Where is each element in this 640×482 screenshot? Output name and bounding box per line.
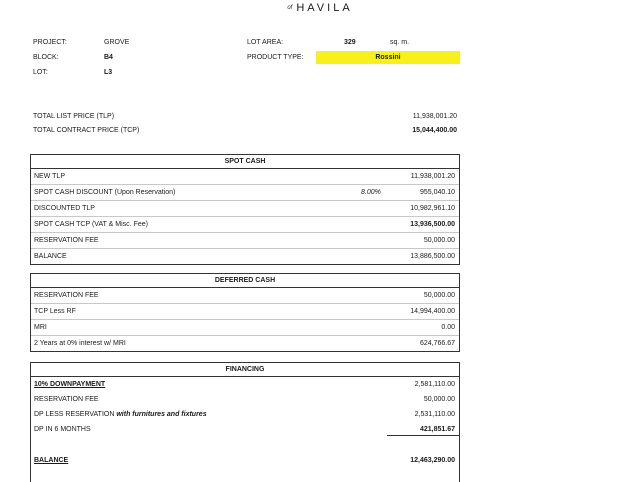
lot-label: LOT: — [33, 69, 48, 76]
row-label: BALANCE — [34, 253, 67, 260]
dp-months-value: 421,851.67 — [419, 426, 455, 433]
spot-cash-table — [30, 154, 460, 265]
spot-cash-title: SPOT CASH — [31, 155, 459, 169]
reservation-value: 50,000.00 — [423, 396, 455, 403]
row-value: 10,982,961.10 — [410, 205, 455, 212]
table-row — [31, 336, 459, 351]
row-value: 955,040.10 — [419, 189, 455, 196]
tlp-label: TOTAL LIST PRICE (TLP) — [33, 113, 115, 120]
dp-less-note: with furnitures and fixtures — [116, 411, 207, 418]
table-row — [31, 377, 459, 392]
table-row — [31, 169, 459, 185]
financing-table — [30, 362, 460, 482]
brand-prefix: of — [287, 5, 293, 12]
block-label: BLOCK: — [33, 54, 59, 61]
brand-logo — [0, 2, 640, 14]
table-row — [31, 392, 459, 407]
block-value: B4 — [104, 54, 113, 61]
product-type-label: PRODUCT TYPE: — [247, 54, 304, 61]
table-row — [31, 249, 459, 264]
table-row — [31, 233, 459, 249]
tlp-value: 11,938,001.20 — [412, 113, 457, 120]
row-value: 0.00 — [441, 324, 455, 331]
row-value: 13,886,500.00 — [410, 253, 455, 260]
table-row — [31, 320, 459, 336]
table-row — [31, 304, 459, 320]
row-label: DISCOUNTED TLP — [34, 205, 95, 212]
row-label: SPOT CASH DISCOUNT (Upon Reservation) — [34, 189, 176, 196]
tcp-label: TOTAL CONTRACT PRICE (TCP) — [33, 127, 140, 134]
lot-area-value: 329 — [344, 39, 356, 46]
row-value: 14,994,400.00 — [410, 308, 455, 315]
table-row — [31, 185, 459, 201]
row-label: MRI — [34, 324, 47, 331]
row-label: 2 Years at 0% interest w/ MRI — [34, 340, 126, 347]
table-row — [31, 453, 459, 468]
table-row — [31, 407, 459, 422]
lot-area-unit: sq. m. — [390, 39, 410, 46]
lot-area-label: LOT AREA: — [247, 39, 284, 46]
product-type-value: Rossini — [316, 51, 460, 64]
brand-name: HAVILA — [296, 2, 353, 14]
row-value: 50,000.00 — [423, 237, 455, 244]
subtotal-line — [387, 435, 459, 436]
deferred-cash-title: DEFERRED CASH — [31, 274, 459, 288]
row-label: RESERVATION FEE — [34, 292, 99, 299]
table-row — [31, 217, 459, 233]
downpayment-label: 10% DOWNPAYMENT — [34, 381, 106, 388]
dp-months-label: DP IN 6 MONTHS — [34, 426, 91, 433]
row-value: 13,936,500.00 — [410, 221, 455, 228]
balance-value: 12,463,290.00 — [410, 457, 455, 464]
project-label: PROJECT: — [33, 39, 67, 46]
dp-less-value: 2,531,110.00 — [414, 411, 455, 418]
dp-less-reservation — [34, 411, 207, 418]
project-value: GROVE — [104, 39, 130, 46]
row-label: RESERVATION FEE — [34, 237, 99, 244]
row-label: SPOT CASH TCP (VAT & Misc. Fee) — [34, 221, 148, 228]
row-value: 624,766.67 — [419, 340, 455, 347]
downpayment-value: 2,581,110.00 — [414, 381, 455, 388]
table-row — [31, 201, 459, 217]
reservation-label: RESERVATION FEE — [34, 396, 99, 403]
row-value: 50,000.00 — [423, 292, 455, 299]
deferred-cash-table — [30, 273, 460, 352]
financing-title: FINANCING — [31, 363, 459, 377]
tcp-value: 15,044,400.00 — [412, 127, 457, 134]
lot-value: L3 — [104, 69, 113, 76]
balance-label: BALANCE — [34, 457, 69, 464]
table-row — [31, 288, 459, 304]
row-value: 11,938,001.20 — [410, 173, 455, 180]
row-label: NEW TLP — [34, 173, 65, 180]
row-percent: 8.00% — [361, 189, 381, 196]
dp-less-label: DP LESS RESERVATION — [34, 411, 115, 418]
row-label: TCP Less RF — [34, 308, 76, 315]
